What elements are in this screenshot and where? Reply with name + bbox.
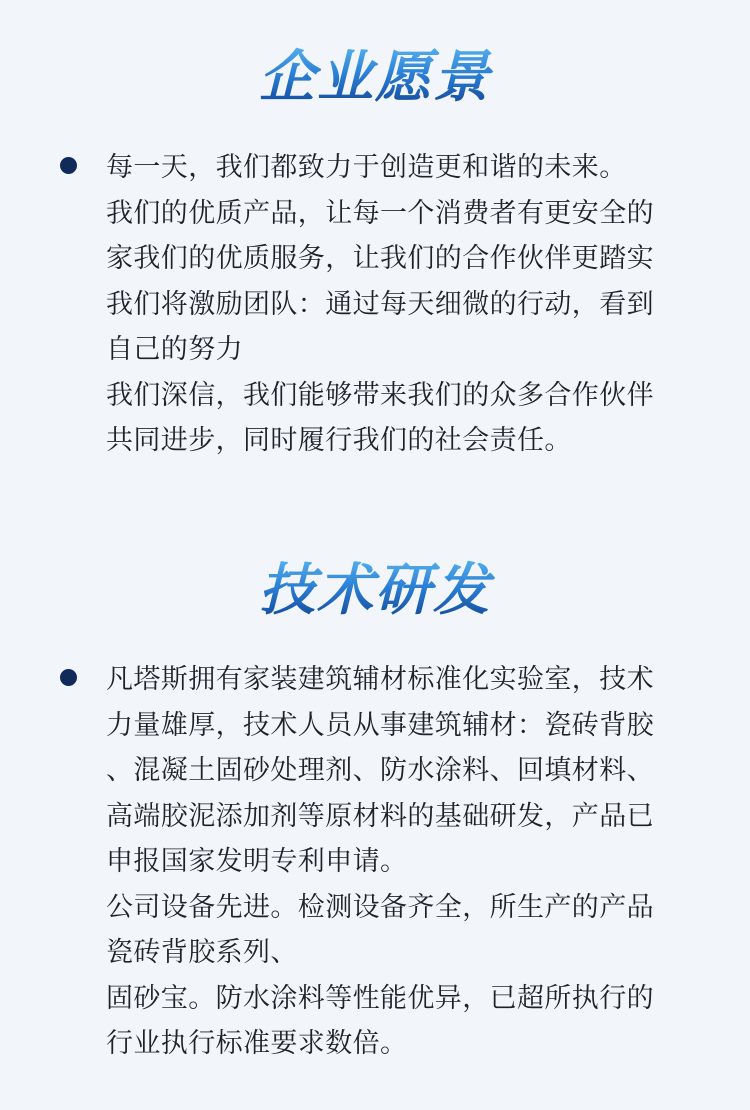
tech-line: 公司设备先进。检测设备齐全，所生产的产品 — [106, 891, 654, 923]
vision-line: 我们的优质产品，让每一个消费者有更安全的 — [106, 197, 654, 229]
tech-line: 申报国家发明专利申请。 — [106, 846, 408, 877]
vision-line: 每一天，我们都致力于创造更和谐的未来。 — [106, 152, 627, 183]
vision-line: 自己的努力 — [106, 334, 243, 365]
tech-bullet-dot — [60, 669, 77, 686]
vision-line: 我们将激励团队：通过每天细微的行动，看到 — [106, 288, 654, 320]
vision-line: 共同进步，同时履行我们的社会责任。 — [106, 425, 572, 456]
vision-bullet-dot — [60, 157, 77, 174]
tech-line: 凡塔斯拥有家装建筑辅材标准化实验室，技术 — [106, 664, 654, 695]
tech-title: 技术研发 — [0, 556, 750, 626]
tech-line: 、混凝土固砂处理剂、防水涂料、回填材料、 — [106, 755, 654, 786]
vision-paragraph — [106, 145, 696, 464]
vision-line: 家我们的优质服务，让我们的合作伙伴更踏实 — [106, 243, 654, 274]
tech-line: 行业执行标准要求数倍。 — [106, 1028, 408, 1059]
tech-line: 力量雄厚，技术人员从事建筑辅材：瓷砖背胶 — [106, 709, 654, 741]
vision-line: 我们深信，我们能够带来我们的众多合作伙伴 — [106, 379, 654, 411]
vision-title: 企业愿景 — [0, 43, 750, 113]
tech-line: 瓷砖背胶系列、 — [106, 937, 298, 968]
tech-paragraph — [106, 657, 696, 1067]
tech-line: 高端胶泥添加剂等原材料的基础研发，产品已 — [106, 800, 654, 832]
tech-line: 固砂宝。防水涂料等性能优异，已超所执行的 — [106, 982, 654, 1014]
